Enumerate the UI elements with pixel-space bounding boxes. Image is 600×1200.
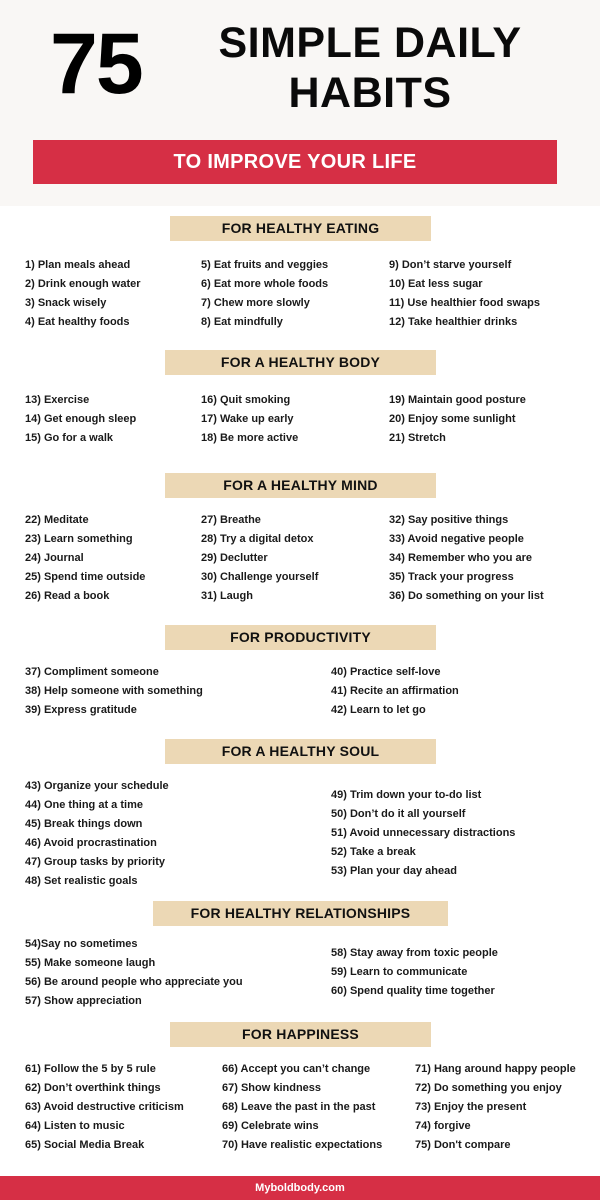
habit-item: 52) Take a break — [331, 846, 416, 858]
title-line-2: HABITS — [288, 69, 452, 117]
page-title — [210, 18, 530, 118]
habit-item: 72) Do something you enjoy — [415, 1082, 562, 1094]
habit-item: 36) Do something on your list — [389, 590, 544, 602]
soul-column-1 — [25, 777, 169, 891]
habit-item: 34) Remember who you are — [389, 552, 533, 564]
habit-item: 48) Set realistic goals — [25, 875, 138, 887]
habit-item: 70) Have realistic expectations — [222, 1139, 383, 1151]
habit-item: 43) Organize your schedule — [25, 780, 169, 792]
section-title-productivity: FOR PRODUCTIVITY — [165, 625, 436, 650]
habit-item: 30) Challenge yourself — [201, 571, 319, 583]
title-line-1: SIMPLE DAILY — [218, 19, 522, 67]
habit-item: 53) Plan your day ahead — [331, 865, 457, 877]
section-title-relationships: FOR HEALTHY RELATIONSHIPS — [153, 901, 448, 926]
habit-item: 69) Celebrate wins — [222, 1120, 319, 1132]
section-title-body: FOR A HEALTHY BODY — [165, 350, 436, 375]
habit-item: 61) Follow the 5 by 5 rule — [25, 1063, 156, 1075]
habit-item: 63) Avoid destructive criticism — [25, 1101, 184, 1113]
habit-item: 14) Get enough sleep — [25, 413, 137, 425]
body-column-2 — [201, 391, 298, 448]
mind-column-1 — [25, 511, 145, 606]
habit-item: 16) Quit smoking — [201, 394, 291, 406]
habit-item: 60) Spend quality time together — [331, 985, 495, 997]
habit-item: 24) Journal — [25, 552, 84, 564]
mind-column-2 — [201, 511, 318, 606]
habit-item: 74) forgive — [415, 1120, 471, 1132]
happiness-column-2 — [222, 1060, 382, 1155]
footer-banner — [0, 1176, 600, 1200]
habit-item: 1) Plan meals ahead — [25, 259, 131, 271]
habit-item: 71) Hang around happy people — [415, 1063, 576, 1075]
productivity-column-1 — [25, 663, 203, 720]
section-title-happiness: FOR HAPPINESS — [170, 1022, 431, 1047]
habit-item: 13) Exercise — [25, 394, 90, 406]
habit-item: 7) Chew more slowly — [201, 297, 310, 309]
happiness-column-3 — [415, 1060, 576, 1155]
habit-item: 56) Be around people who appreciate you — [25, 976, 243, 988]
section-title-mind: FOR A HEALTHY MIND — [165, 473, 436, 498]
habit-item: 33) Avoid negative people — [389, 533, 524, 545]
habit-item: 54)Say no sometimes — [25, 938, 138, 950]
relationships-column-2 — [331, 944, 498, 1001]
habit-item: 31) Laugh — [201, 590, 253, 602]
habit-item: 21) Stretch — [389, 432, 446, 444]
habit-item: 25) Spend time outside — [25, 571, 146, 583]
habit-item: 62) Don’t overthink things — [25, 1082, 161, 1094]
productivity-column-2 — [331, 663, 459, 720]
habit-item: 65) Social Media Break — [25, 1139, 145, 1151]
habit-item: 22) Meditate — [25, 514, 89, 526]
habit-item: 27) Breathe — [201, 514, 261, 526]
habit-item: 57) Show appreciation — [25, 995, 142, 1007]
habit-item: 59) Learn to communicate — [331, 966, 468, 978]
habit-item: 38) Help someone with something — [25, 685, 203, 697]
habit-item: 73) Enjoy the present — [415, 1101, 527, 1113]
section-title-soul: FOR A HEALTHY SOUL — [165, 739, 436, 764]
footer-site-link[interactable]: Myboldbody.com — [255, 1182, 345, 1194]
habit-item: 11) Use healthier food swaps — [389, 297, 540, 309]
habit-item: 4) Eat healthy foods — [25, 316, 130, 328]
habit-item: 40) Practice self-love — [331, 666, 441, 678]
habit-item: 49) Trim down your to-do list — [331, 789, 482, 801]
habit-item: 6) Eat more whole foods — [201, 278, 329, 290]
habit-item: 8) Eat mindfully — [201, 316, 283, 328]
eating-column-1 — [25, 256, 141, 332]
habit-item: 23) Learn something — [25, 533, 133, 545]
section-title-eating: FOR HEALTHY EATING — [170, 216, 431, 241]
subtitle-banner: TO IMPROVE YOUR LIFE — [33, 140, 557, 184]
habit-item: 66) Accept you can’t change — [222, 1063, 371, 1075]
habit-item: 35) Track your progress — [389, 571, 514, 583]
mind-column-3 — [389, 511, 544, 606]
habit-item: 9) Don’t starve yourself — [389, 259, 512, 271]
habit-item: 75) Don't compare — [415, 1139, 511, 1151]
habit-item: 3) Snack wisely — [25, 297, 107, 309]
habit-item: 39) Express gratitude — [25, 704, 137, 716]
habit-item: 51) Avoid unnecessary distractions — [331, 827, 516, 839]
habit-item: 10) Eat less sugar — [389, 278, 483, 290]
habit-item: 28) Try a digital detox — [201, 533, 314, 545]
habit-item: 44) One thing at a time — [25, 799, 143, 811]
habit-item: 18) Be more active — [201, 432, 299, 444]
big-number: 75 — [50, 16, 142, 112]
habit-item: 19) Maintain good posture — [389, 394, 526, 406]
habit-item: 32) Say positive things — [389, 514, 509, 526]
habit-item: 58) Stay away from toxic people — [331, 947, 498, 959]
habit-item: 67) Show kindness — [222, 1082, 322, 1094]
soul-column-2 — [331, 786, 515, 881]
habit-item: 64) Listen to music — [25, 1120, 125, 1132]
habit-item: 15) Go for a walk — [25, 432, 114, 444]
habit-item: 5) Eat fruits and veggies — [201, 259, 329, 271]
body-column-3 — [389, 391, 526, 448]
eating-column-3 — [389, 256, 540, 332]
happiness-column-1 — [25, 1060, 184, 1155]
habit-item: 47) Group tasks by priority — [25, 856, 165, 868]
habit-item: 12) Take healthier drinks — [389, 316, 518, 328]
habit-item: 50) Don’t do it all yourself — [331, 808, 466, 820]
habit-item: 68) Leave the past in the past — [222, 1101, 376, 1113]
body-column-1 — [25, 391, 136, 448]
header — [0, 0, 600, 206]
relationships-column-1 — [25, 935, 243, 1011]
habit-item: 20) Enjoy some sunlight — [389, 413, 516, 425]
habit-item: 26) Read a book — [25, 590, 110, 602]
habit-item: 17) Wake up early — [201, 413, 294, 425]
habit-item: 46) Avoid procrastination — [25, 837, 157, 849]
habit-item: 2) Drink enough water — [25, 278, 141, 290]
habit-item: 41) Recite an affirmation — [331, 685, 459, 697]
habit-item: 45) Break things down — [25, 818, 143, 830]
habit-item: 37) Compliment someone — [25, 666, 159, 678]
habit-item: 29) Declutter — [201, 552, 268, 564]
habit-item: 55) Make someone laugh — [25, 957, 156, 969]
eating-column-2 — [201, 256, 328, 332]
habit-item: 42) Learn to let go — [331, 704, 426, 716]
